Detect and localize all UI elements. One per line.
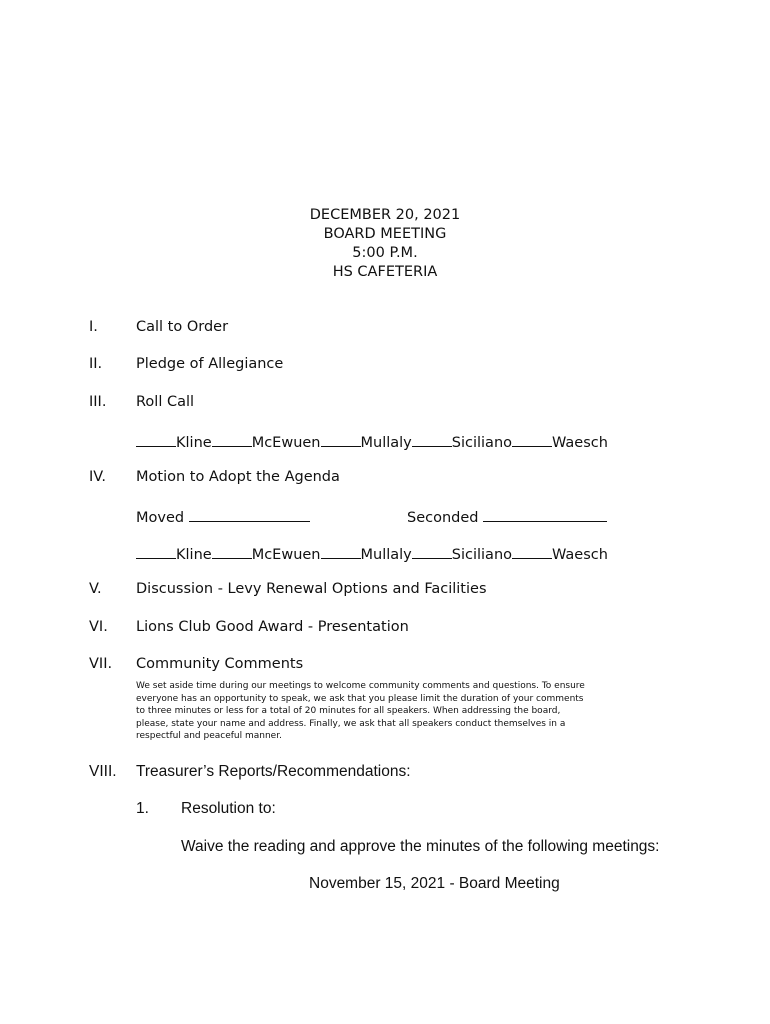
item-call-to-order: Call to Order	[136, 319, 229, 335]
meeting-date: DECEMBER 20, 2021	[309, 207, 461, 223]
item-number: IV.	[89, 469, 106, 485]
moved-field	[136, 507, 310, 526]
blank-line	[321, 544, 361, 559]
member-name: Siciliano	[451, 435, 513, 451]
item-number: V.	[89, 581, 102, 597]
moved-blank	[189, 507, 310, 522]
roll-call-line	[136, 432, 608, 451]
blank-line	[412, 544, 452, 559]
item-number: VIII.	[89, 763, 117, 780]
member-name: Siciliano	[451, 547, 513, 563]
seconded-field	[407, 507, 607, 526]
blank-line	[412, 432, 452, 447]
seconded-blank	[483, 507, 607, 522]
community-comments-note: We set aside time during our meetings to welcome community comments and questions. To ensure everyone has an opportunity to speak, we ask that you please limit the duration of your comments to three minutes or less for a total of 20 minutes for all speakers. When addressing the board, please, state your name and address. Finally, we ask that all speakers conduct themselves in a respectful and peaceful manner.	[136, 681, 585, 741]
member-name: Waesch	[552, 547, 608, 563]
item-number: II.	[89, 356, 103, 372]
roll-call-line	[136, 544, 608, 563]
item-number: VII.	[89, 656, 113, 672]
member-name: McEwuen	[251, 435, 321, 451]
blank-line	[321, 432, 361, 447]
resolution-text: Waive the reading and approve the minutes of the following meetings:	[181, 838, 660, 855]
item-lions-club-award: Lions Club Good Award - Presentation	[136, 619, 409, 635]
item-motion-adopt-agenda: Motion to Adopt the Agenda	[136, 469, 340, 485]
resolution-label: Resolution to:	[181, 800, 276, 817]
member-name: McEwuen	[251, 547, 321, 563]
item-treasurer-reports: Treasurer’s Reports/Recommendations:	[136, 763, 411, 780]
item-number: III.	[89, 394, 107, 410]
blank-line	[512, 432, 552, 447]
meeting-title: BOARD MEETING	[323, 226, 447, 242]
meeting-location: HS CAFETERIA	[332, 264, 438, 280]
moved-label: Moved	[136, 510, 185, 526]
member-name: Mullaly	[360, 547, 412, 563]
blank-line	[212, 544, 252, 559]
blank-line	[136, 432, 176, 447]
blank-line	[212, 432, 252, 447]
item-number: VI.	[89, 619, 108, 635]
blank-line	[512, 544, 552, 559]
seconded-label: Seconded	[407, 510, 479, 526]
meeting-minutes-entry: November 15, 2021 - Board Meeting	[309, 875, 560, 892]
item-number: I.	[89, 319, 98, 335]
item-community-comments: Community Comments	[136, 656, 304, 672]
item-levy-discussion: Discussion - Levy Renewal Options and Facilities	[136, 581, 487, 597]
member-name: Waesch	[552, 435, 608, 451]
item-pledge: Pledge of Allegiance	[136, 356, 284, 372]
resolution-number: 1.	[136, 800, 149, 817]
meeting-header	[0, 206, 770, 282]
blank-line	[136, 544, 176, 559]
meeting-time: 5:00 P.M.	[352, 245, 418, 261]
member-name: Mullaly	[360, 435, 412, 451]
member-name: Kline	[176, 435, 212, 451]
member-name: Kline	[176, 547, 212, 563]
item-roll-call: Roll Call	[136, 394, 195, 410]
